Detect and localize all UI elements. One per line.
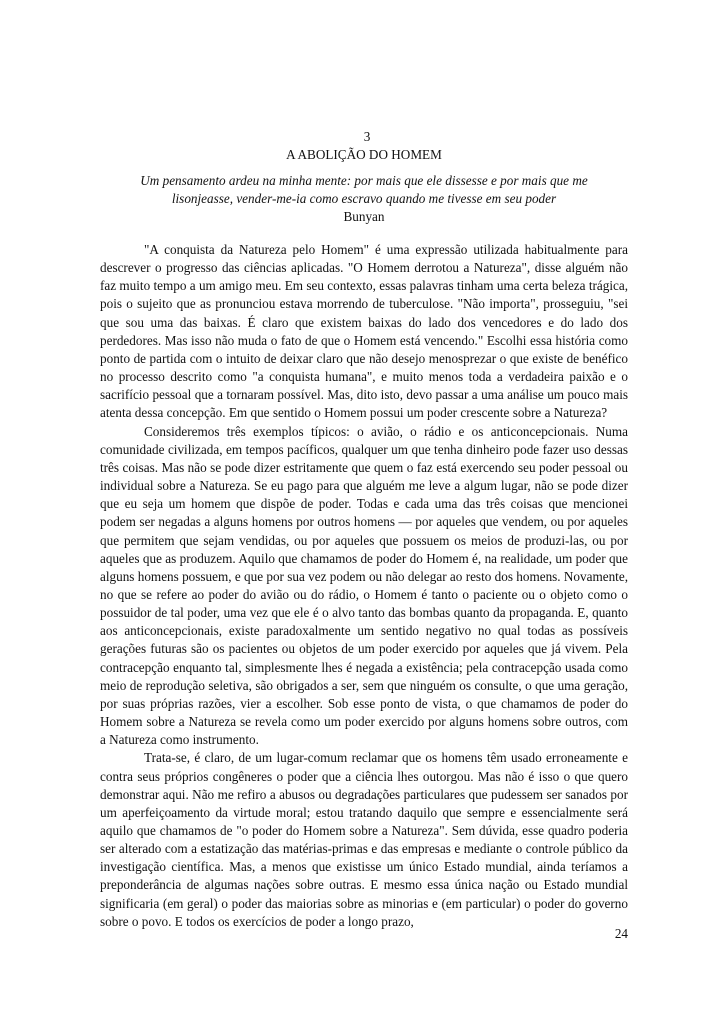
chapter-number: 3 (363, 129, 371, 144)
body-paragraph-3: Trata-se, é claro, de um lugar-comum reclamar que os homens têm usado erroneamente e contra seus próprios congêneres o poder que a ciência lhes outorgou. Mas não é isso o que quero demonstrar aqui. Não me refiro a abusos ou degradações particulares que pudessem ser sanados por um aperfeiçoamento da virtude moral; estou tratando daquilo que sempre e essencialmente será aquilo que chamamos de "o poder do Homem sobre a Natureza". Sem dúvida, esse quadro poderia ser alterado com a estatização das matérias-primas e das empresas e mediante o controle público da investigação científica. Mas, a menos que existisse um único Estado mundial, ainda teríamos a preponderância de algumas nações sobre outras. E mesmo essa única nação ou Estado mundial significaria (em geral) o poder das maiorias sobre as minorias e (em particular) o poder do governo sobre o povo. E todos os exercícios de poder a longo prazo, (100, 750, 628, 929)
chapter-title: A ABOLIÇÃO DO HOMEM (286, 147, 442, 162)
epigraph-text: Um pensamento ardeu na minha mente: por mais que ele dissesse e por mais que me lisonjeasse, vender-me-ia como escravo quando me tivesse em seu poder (140, 173, 588, 206)
document-page (100, 128, 628, 931)
body-paragraph-1: "A conquista da Natureza pelo Homem" é uma expressão utilizada habitualmente para descrever o progresso das ciências aplicadas. "O Homem derrotou a Natureza", disse alguém não faz muito tempo a um amigo meu. Em seu contexto, essas palavras tinham uma certa beleza trágica, pois o sujeito que as pronunciou estava morrendo de tuberculose. "Não importa", prosseguiu, "sei que sou uma das baixas. É claro que existem baixas do lado dos vencedores e do lado dos perdedores. Mas isso não muda o fato de que o Homem está vencendo." Escolhi essa história como ponto de partida com o intuito de deixar claro que não desejo menosprezar o que existe de benéfico no processo descrito como "a conquista humana", e muito menos toda a verdadeira paixão e o sacrifício pessoal que a tornaram possível. Mas, dito isto, devo passar a uma análise um pouco mais atenta dessa concepção. Em que sentido o Homem possui um poder crescente sobre a Natureza? (100, 242, 628, 421)
epigraph-author: Bunyan (343, 209, 385, 224)
body-paragraph-2: Consideremos três exemplos típicos: o avião, o rádio e os anticoncepcionais. Numa comunidade civilizada, em tempos pacíficos, qualquer um que tenha dinheiro pode fazer uso dessas três coisas. Mas não se pode dizer estritamente que quem o faz está exercendo seu poder pessoal ou individual sobre a Natureza. Se eu pago para que alguém me leve a algum lugar, não se pode dizer que eu seja um homem que dispõe de poder. Todas e cada uma das três coisas que mencionei podem ser negadas a alguns homens por outros homens — por aqueles que vendem, ou por aqueles que permitem que sejam vendidas, ou por aqueles que possuem os meios de produzi-las, ou por aqueles que as produzem. Aquilo que chamamos de poder do Homem é, na realidade, um poder que alguns homens possuem, e que por sua vez podem ou não delegar ao resto dos homens. Novamente, no que se refere ao poder do avião ou do rádio, o Homem é tanto o paciente ou o objeto como o possuidor de tal poder, uma vez que ele é o alvo tanto das bombas quanto da propaganda. E, quanto aos anticoncepcionais, existe paradoxalmente um sentido negativo no qual todas as possíveis gerações futuras são os pacientes ou objetos de um poder exercido por aqueles que já vivem. Pela contracepção enquanto tal, simplesmente lhes é negada a existência; pela contracepção usada como meio de reprodução seletiva, são obrigados a ser, sem que ninguém os consulte, o que uma geração, por suas próprias razões, vier a escolher. Sob esse ponto de vista, o que chamamos de poder do Homem sobre a Natureza se revela como um poder exercido por alguns homens sobre outros, com a Natureza como instrumento. (100, 423, 628, 748)
page-number: 24 (614, 926, 628, 941)
